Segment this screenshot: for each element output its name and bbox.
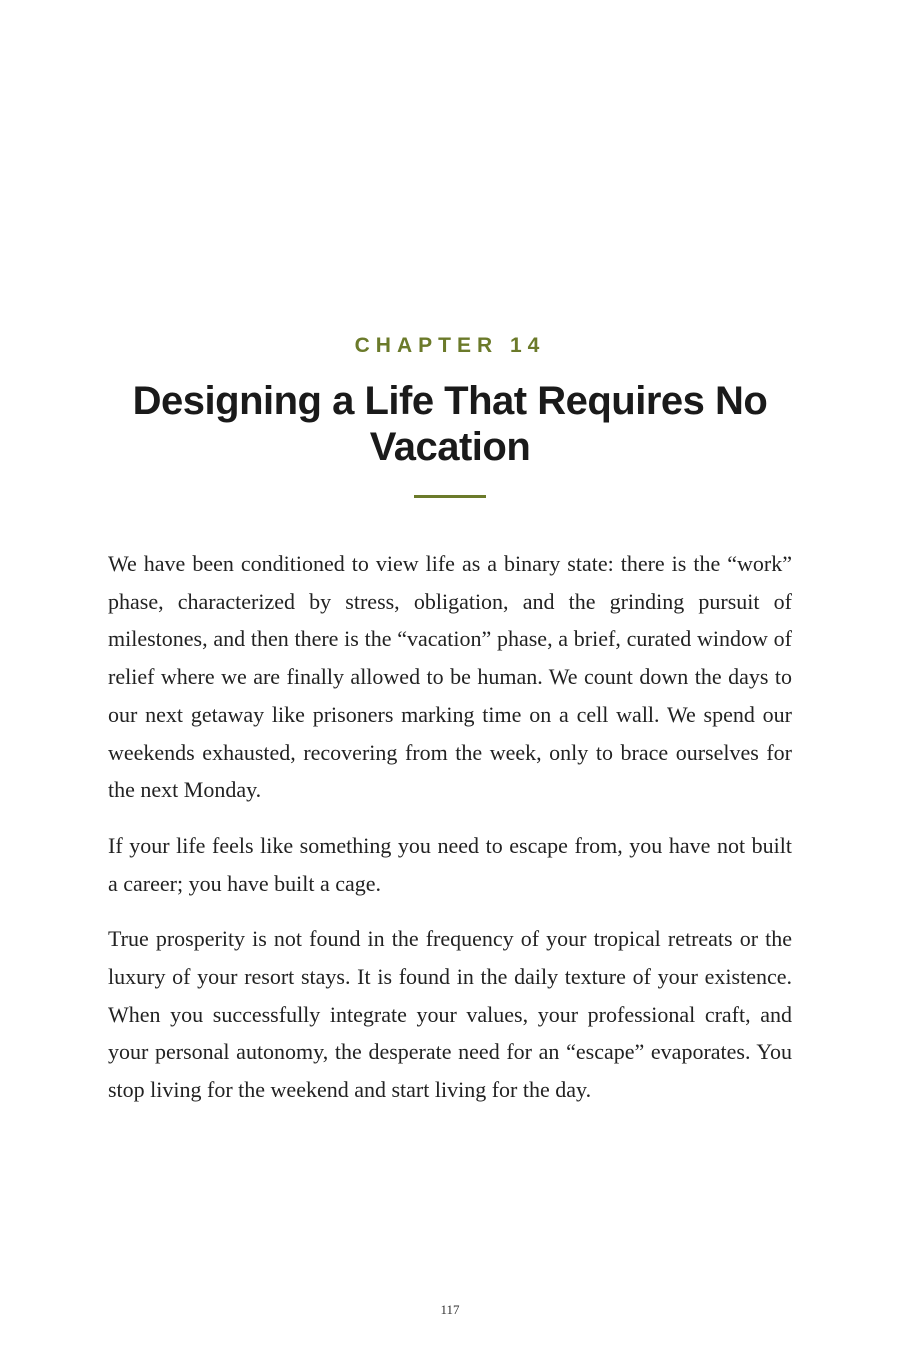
chapter-body (108, 545, 792, 1127)
paragraph: We have been conditioned to view life as a binary state: there is the “work” phase, characterized by stress, obligation, and the grinding pursuit of milestones, and then there is the “vacation” phase, a brief, curated window of relief where we are finally allowed to be human. We count down the days to our next getaway like prisoners marking time on a cell wall. We spend our weekends exhausted, recovering from the week, only to brace ourselves for the next Monday. (108, 551, 792, 803)
page-number: 117 (440, 1302, 460, 1317)
chapter-title: Designing a Life That Requires No Vacation (132, 379, 768, 469)
chapter-label: CHAPTER 14 (354, 334, 546, 357)
title-divider (414, 495, 486, 498)
paragraph: True prosperity is not found in the frequency of your tropical retreats or the luxury of your resort stays. It is found in the daily texture of your existence. When you successfully integrate your values, your professional craft, and your personal autonomy, the desperate need for an “escape” evaporates. You stop living for the weekend and start living for the day. (108, 926, 792, 1103)
paragraph: If your life feels like something you need to escape from, you have not built a career; you have built a cage. (108, 832, 792, 896)
